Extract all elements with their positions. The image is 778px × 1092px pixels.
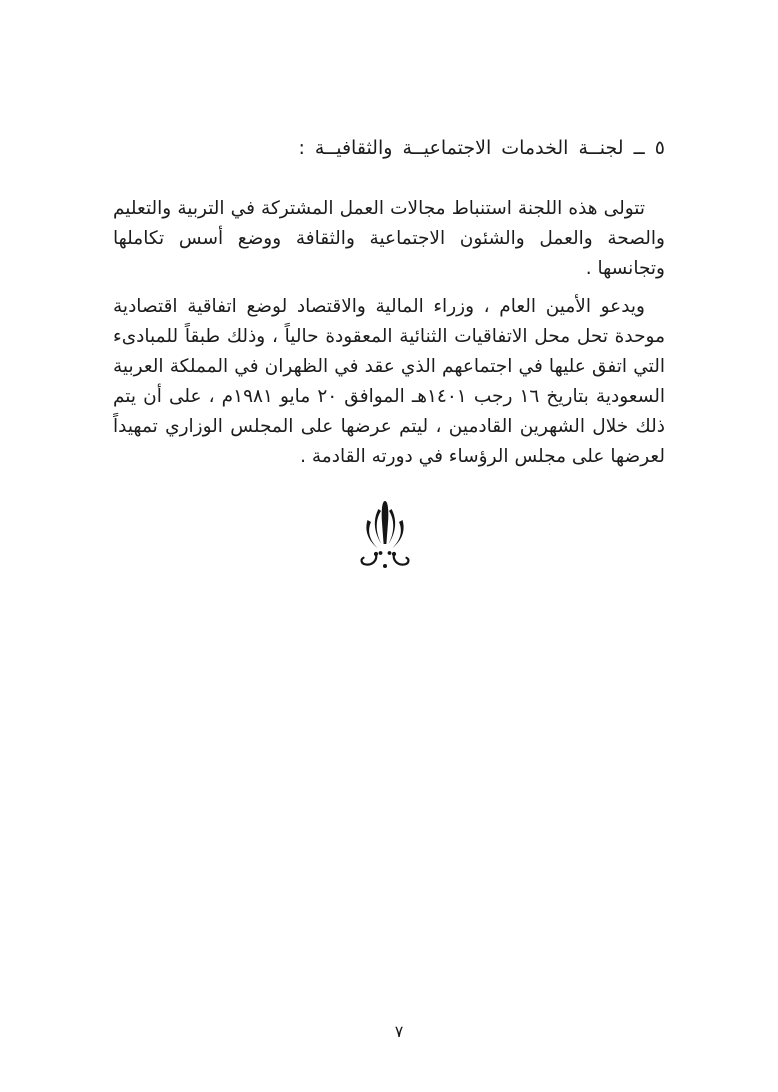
page-number: ٧: [394, 1022, 404, 1041]
fleuron-ornament-icon: [350, 498, 420, 583]
paragraph-2: ويدعو الأمين العام ، وزراء المالية والاقتصاد لوضع اتفاقية اقتصادية موحدة تحل محل الاتفاقيات الثنائية المعقودة حالياً ، وذلك طبقاً للمبادىء التي اتفق عليها في اجتماعهم الذي عقد في الظهران في المملكة العربية السعودية بتاريخ ١٦ رجب ١٤٠١هـ الموافق ٢٠ مايو ١٩٨١م ، على أن يتم ذلك خلال الشهرين القادمين ، ليتم عرضها على المجلس الوزاري تمهيداً لعرضها على مجلس الرؤساء في دورته القادمة .: [113, 296, 665, 467]
section-heading: ٥ ــ لجنــة الخدمات الاجتماعيــة والثقافيــة :: [298, 137, 665, 159]
paragraph-1: تتولى هذه اللجنة استنباط مجالات العمل المشتركة في التربية والتعليم والصحة والعمل والشئون الاجتماعية والثقافة ووضع أسس تكاملها وتجانسها .: [113, 198, 665, 279]
body-text: [113, 194, 665, 480]
